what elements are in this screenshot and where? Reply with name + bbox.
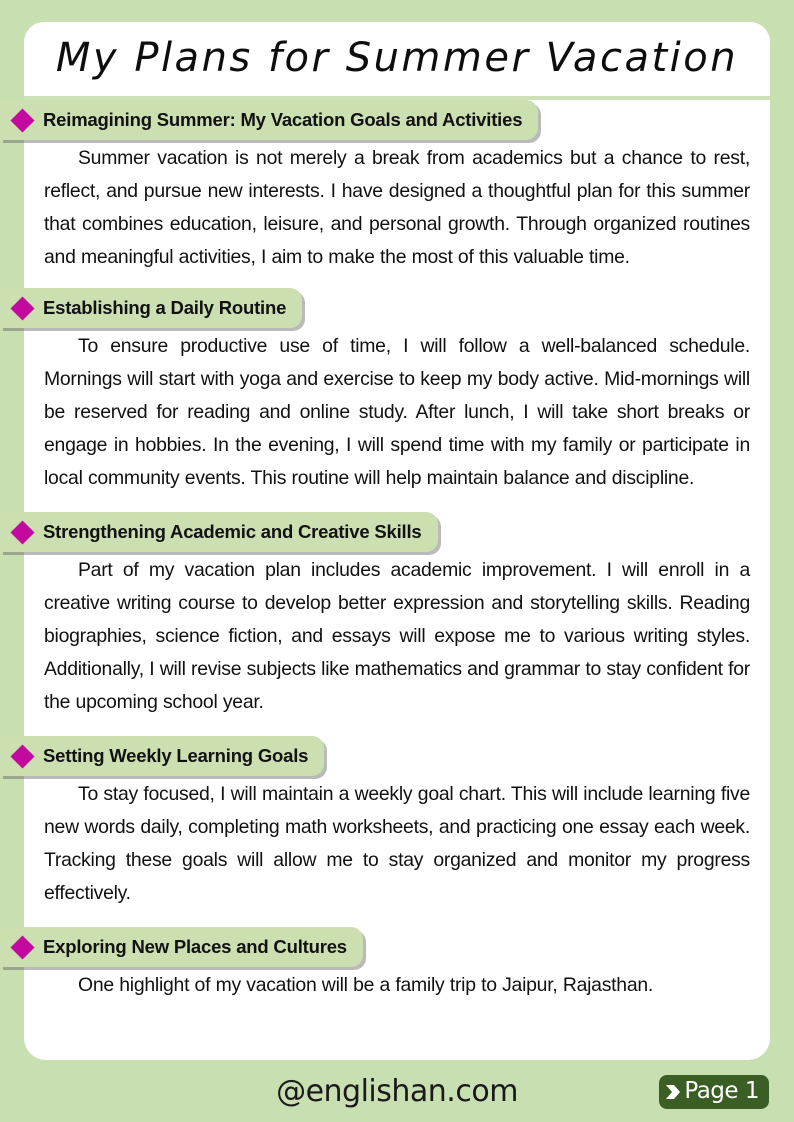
section-4-heading-pill[interactable] (0, 736, 324, 776)
diamond-icon (10, 296, 34, 320)
section-1-heading-label: Reimagining Summer: My Vacation Goals and Activities (43, 108, 523, 130)
section-5-heading-label: Exploring New Places and Cultures (43, 935, 347, 957)
section-2-head-row (0, 288, 794, 330)
section-5 (0, 927, 794, 1002)
spacer-1 (0, 274, 794, 288)
spacer-4 (0, 910, 794, 927)
content-area (0, 100, 794, 1060)
section-1-head-row (0, 100, 794, 142)
section-3-heading-label: Strengthening Academic and Creative Skills (43, 520, 422, 542)
section-3 (0, 512, 794, 719)
section-2-paragraph: To ensure productive use of time, I will follow a well-balanced schedule. Mornings will start with yoga and exercise to keep my body active. Mid-mornings will be reserved for reading and online study. After lunch, I will take short breaks or engage in hobbies. In the evening, I will spend time with my family or participate in local community events. This routine will help maintain balance and discipline. (44, 335, 750, 489)
diamond-icon (10, 935, 34, 959)
diamond-icon (10, 744, 34, 768)
section-3-heading-pill[interactable] (0, 512, 438, 552)
page-title: My Plans for Summer Vacation (55, 35, 739, 81)
spacer-2 (0, 495, 794, 512)
section-4-paragraph: To stay focused, I will maintain a weekly goal chart. This will include learning five new words daily, completing math worksheets, and practicing one essay each week. Tracking these goals will allow me to stay organized and monitor my progress effectively. (44, 783, 750, 904)
section-1 (0, 100, 794, 274)
page-number-badge (659, 1075, 769, 1109)
section-5-paragraph: One highlight of my vacation will be a family trip to Jaipur, Rajasthan. (78, 974, 654, 996)
page-number-label: Page 1 (684, 1077, 759, 1104)
site-credit: @englishan.com (276, 1074, 518, 1109)
section-3-head-row (0, 512, 794, 554)
section-3-paragraph: Part of my vacation plan includes academic improvement. I will enroll in a creative writing course to develop better expression and storytelling skills. Reading biographies, science fiction, and essays will expose me to various writing styles. Additionally, I will revise subjects like mathematics and grammar to stay confident for the upcoming school year. (44, 559, 750, 713)
section-2-heading-label: Establishing a Daily Routine (43, 296, 287, 318)
section-2 (0, 288, 794, 495)
section-4 (0, 736, 794, 910)
section-4-head-row (0, 736, 794, 778)
section-1-paragraph: Summer vacation is not merely a break from academics but a chance to rest, reflect, and pursue new interests. I have designed a thoughtful plan for this summer that combines education, leisure, and personal growth. Through organized routines and meaningful activities, I aim to make the most of this valuable time. (44, 147, 750, 268)
arrow-right-icon (665, 1082, 681, 1102)
spacer-3 (0, 719, 794, 736)
diamond-icon (10, 108, 34, 132)
diamond-icon (10, 520, 34, 544)
title-card (24, 22, 770, 96)
section-4-heading-label: Setting Weekly Learning Goals (43, 744, 309, 766)
section-5-heading-pill[interactable] (0, 927, 363, 967)
section-2-heading-pill[interactable] (0, 288, 302, 328)
page-footer (0, 1068, 794, 1122)
section-1-heading-pill[interactable] (0, 100, 538, 140)
section-5-head-row (0, 927, 794, 969)
